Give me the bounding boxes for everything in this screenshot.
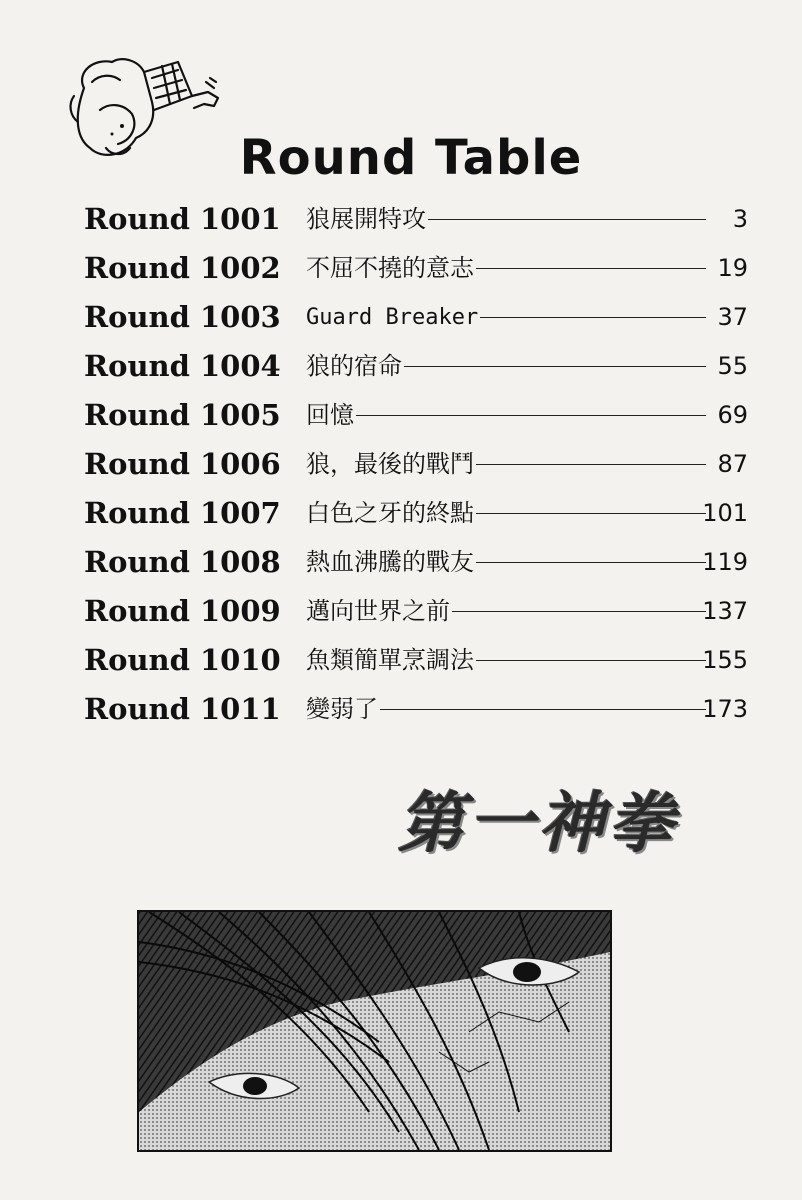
page-number: 119 [702,548,748,576]
page-number: 19 [717,254,748,282]
manga-panel-eyes [139,912,610,1150]
toc-row [0,538,802,587]
leader-line [306,415,706,416]
page-number: 55 [717,352,748,380]
chapter-title: 狼的宿命 [306,342,404,391]
chapter-title: 不屈不撓的意志 [306,244,476,293]
chapter-title: 熱血沸騰的戰友 [306,538,476,587]
chapter-title: 狼展開特攻 [306,195,428,244]
chapter-title: 白色之牙的終點 [306,489,476,538]
toc-row [0,587,802,636]
chapter-title: 魚類簡單烹調法 [306,636,476,685]
round-label: Round 1011 [84,692,281,726]
round-label: Round 1009 [84,594,281,628]
round-label: Round 1002 [84,251,281,285]
toc-row [0,489,802,538]
page-number: 137 [702,597,748,625]
toc-row [0,636,802,685]
toc-row [0,195,802,244]
toc-row [0,293,802,342]
toc-row [0,391,802,440]
manga-panel-illustration [137,910,612,1152]
toc-row [0,440,802,489]
page-number: 69 [717,401,748,429]
chapter-title: 變弱了 [306,685,380,734]
toc-title: Round Table [239,130,583,186]
chapter-title: Guard Breaker [306,293,480,342]
toc-row [0,685,802,734]
round-label: Round 1006 [84,447,281,481]
series-logo: 第一神拳 [398,784,678,862]
round-label: Round 1010 [84,643,281,677]
page-number: 87 [717,450,748,478]
round-label: Round 1005 [84,398,281,432]
round-label: Round 1001 [84,202,281,236]
round-label: Round 1004 [84,349,281,383]
page-number: 101 [702,499,748,527]
page-number: 155 [702,646,748,674]
page-number: 173 [702,695,748,723]
page-number: 37 [717,303,748,331]
round-label: Round 1003 [84,300,281,334]
page-number: 3 [732,205,748,233]
chapter-title: 邁向世界之前 [306,587,452,636]
round-label: Round 1007 [84,496,281,530]
toc-row [0,342,802,391]
toc-row [0,244,802,293]
chapter-title: 回憶 [306,391,356,440]
round-label: Round 1008 [84,545,281,579]
chapter-title: 狼，最後的戰鬥 [306,440,476,489]
